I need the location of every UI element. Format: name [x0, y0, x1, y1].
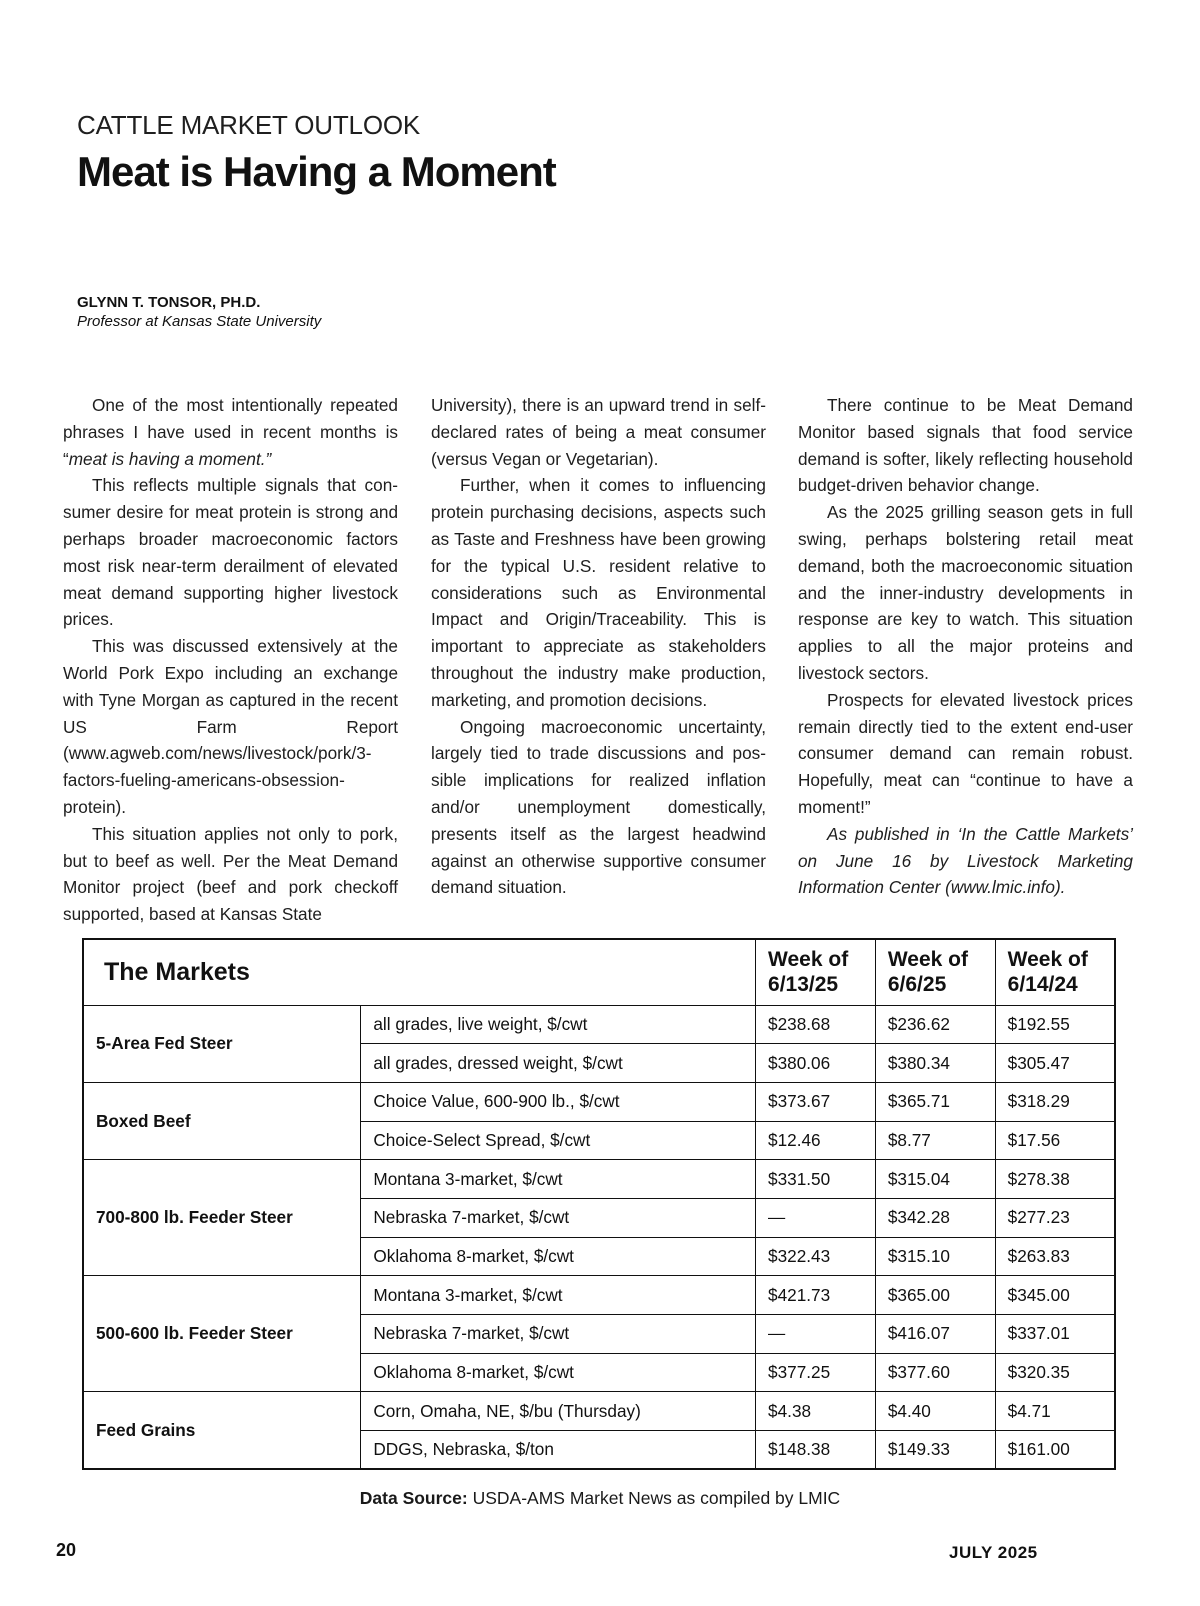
article-paragraph: This was discussed extensively at the World Pork Expo including an exchange with Tyne Morgan as captured in the recent US Farm Report (www.agweb.com/news/livestock/pork/3-factors-fueling-americans-obsession-protein).	[63, 636, 398, 817]
market-description: Nebraska 7-market, $/cwt	[361, 1198, 756, 1237]
data-source-note: Data Source: USDA-AMS Market News as compiled by LMIC	[359, 1488, 841, 1508]
price-cell: $380.06	[756, 1044, 876, 1083]
price-cell: $377.25	[756, 1353, 876, 1392]
article-paragraph: As the 2025 grilling season gets in full swing, perhaps bolstering retail meat demand, both the macroeconomic situation and the inner-industry developments in response are key to watch. This situation applies to all the major proteins and livestock sectors.	[798, 502, 1133, 683]
price-cell: $365.71	[875, 1082, 995, 1121]
market-group-label: 500-600 lb. Feeder Steer	[83, 1276, 361, 1392]
table-row	[83, 1082, 1115, 1121]
price-cell: $337.01	[995, 1315, 1115, 1354]
page-number: 20	[56, 1540, 77, 1560]
author-title: Professor at Kansas State University	[77, 313, 322, 330]
week-header: Week of 6/13/25	[756, 939, 876, 1005]
market-description: Corn, Omaha, NE, $/bu (Thursday)	[361, 1392, 756, 1431]
price-cell: $263.83	[995, 1237, 1115, 1276]
table-row	[83, 1005, 1115, 1044]
market-description: DDGS, Nebraska, $/ton	[361, 1431, 756, 1470]
article-paragraph-continued: University), there is an upward trend in self-declared rates of being a meat consumer (versus Vegan or Vegetarian).	[431, 395, 766, 469]
article-paragraph: Ongoing macroeconomic uncertainty, largely tied to trade discussions and possible implications for realized inflation and/or unemployment domestically, presents itself as the largest headwind against an otherwise supportive consumer demand situation.	[431, 716, 766, 898]
price-cell: $318.29	[995, 1082, 1115, 1121]
price-cell: $380.34	[875, 1044, 995, 1083]
article-column-1	[63, 392, 398, 928]
market-group-label: Feed Grains	[83, 1392, 361, 1469]
price-cell: $373.67	[756, 1082, 876, 1121]
issue-date: JULY 2025	[949, 1543, 1038, 1562]
market-description: Choice-Select Spread, $/cwt	[361, 1121, 756, 1160]
price-cell: $277.23	[995, 1198, 1115, 1237]
market-description: all grades, dressed weight, $/cwt	[361, 1044, 756, 1083]
price-cell: $4.40	[875, 1392, 995, 1431]
article-paragraph: Further, when it comes to influencing protein purchasing decisions, aspects such as Taste and Freshness have been growing for the typical U.S. resident relative to considerations such as Environmental Impact and Origin/Traceability. This is important to appreciate as stakeholders throughout the industry make production, marketing, and promotion decisions.	[431, 475, 766, 710]
price-cell: $238.68	[756, 1005, 876, 1044]
table-row	[83, 1160, 1115, 1199]
markets-table-header	[83, 939, 1115, 1005]
price-cell: $345.00	[995, 1276, 1115, 1315]
article-paragraph: Prospects for elevated livestock prices remain directly tied to the extent end-user consumer demand can remain robust. Hopefully, meat can “continue to have a moment!”	[798, 689, 1133, 817]
price-cell: $4.71	[995, 1392, 1115, 1431]
price-cell: $342.28	[875, 1198, 995, 1237]
price-cell: $148.38	[756, 1431, 876, 1470]
price-cell: $161.00	[995, 1431, 1115, 1470]
price-cell: $320.35	[995, 1353, 1115, 1392]
price-cell: —	[756, 1315, 876, 1354]
markets-table-title: The Markets	[83, 939, 756, 1005]
price-cell: $4.38	[756, 1392, 876, 1431]
table-row	[83, 1276, 1115, 1315]
article-paragraph: One of the most intentionally repeated phrases I have used in recent months is “meat is having a moment.”	[63, 395, 398, 469]
article-column-2	[431, 392, 766, 901]
market-description: Nebraska 7-market, $/cwt	[361, 1315, 756, 1354]
price-cell: $8.77	[875, 1121, 995, 1160]
author-name: GLYNN T. TONSOR, PH.D.	[77, 294, 261, 311]
price-cell: $322.43	[756, 1237, 876, 1276]
price-cell: $416.07	[875, 1315, 995, 1354]
price-cell: $278.38	[995, 1160, 1115, 1199]
table-row	[83, 1392, 1115, 1431]
article-paragraph: This reflects multiple signals that consumer desire for meat protein is strong and perhaps broader macroeconomic factors most risk near-term derailment of elevated meat demand supporting higher livestock prices.	[63, 475, 398, 630]
week-header: Week of 6/6/25	[875, 939, 995, 1005]
price-cell: $377.60	[875, 1353, 995, 1392]
price-cell: $236.62	[875, 1005, 995, 1044]
price-cell: $149.33	[875, 1431, 995, 1470]
price-cell: $17.56	[995, 1121, 1115, 1160]
market-description: Oklahoma 8-market, $/cwt	[361, 1237, 756, 1276]
section-kicker: CATTLE MARKET OUTLOOK	[77, 110, 421, 140]
market-description: Oklahoma 8-market, $/cwt	[361, 1353, 756, 1392]
price-cell: $192.55	[995, 1005, 1115, 1044]
price-cell: $305.47	[995, 1044, 1115, 1083]
market-description: Choice Value, 600-900 lb., $/cwt	[361, 1082, 756, 1121]
article-paragraph: There continue to be Meat Demand Monitor based signals that food service demand is softer, likely reflecting household budget-driven behavior change.	[798, 395, 1133, 496]
price-cell: $331.50	[756, 1160, 876, 1199]
article-headline: Meat is Having a Moment	[77, 148, 556, 195]
market-group-label: 5-Area Fed Steer	[83, 1005, 361, 1082]
price-cell: —	[756, 1198, 876, 1237]
markets-table	[82, 938, 1116, 1470]
market-group-label: 700-800 lb. Feeder Steer	[83, 1160, 361, 1276]
article-paragraph: This situation applies not only to pork, but to beef as well. Per the Meat Demand Monitor project (beef and pork checkoff supported, based at Kansas State	[63, 823, 398, 925]
price-cell: $421.73	[756, 1276, 876, 1315]
market-description: all grades, live weight, $/cwt	[361, 1005, 756, 1044]
market-description: Montana 3-market, $/cwt	[361, 1276, 756, 1315]
market-group-label: Boxed Beef	[83, 1082, 361, 1159]
price-cell: $12.46	[756, 1121, 876, 1160]
price-cell: $315.10	[875, 1237, 995, 1276]
week-header: Week of 6/14/24	[995, 939, 1115, 1005]
price-cell: $365.00	[875, 1276, 995, 1315]
price-cell: $315.04	[875, 1160, 995, 1199]
article-column-3	[798, 392, 1133, 901]
publication-credit: As published in ‘In the Cattle Markets’ on June 16 by Livestock Marketing Information Center (www.lmic.info).	[798, 823, 1133, 898]
market-description: Montana 3-market, $/cwt	[361, 1160, 756, 1199]
